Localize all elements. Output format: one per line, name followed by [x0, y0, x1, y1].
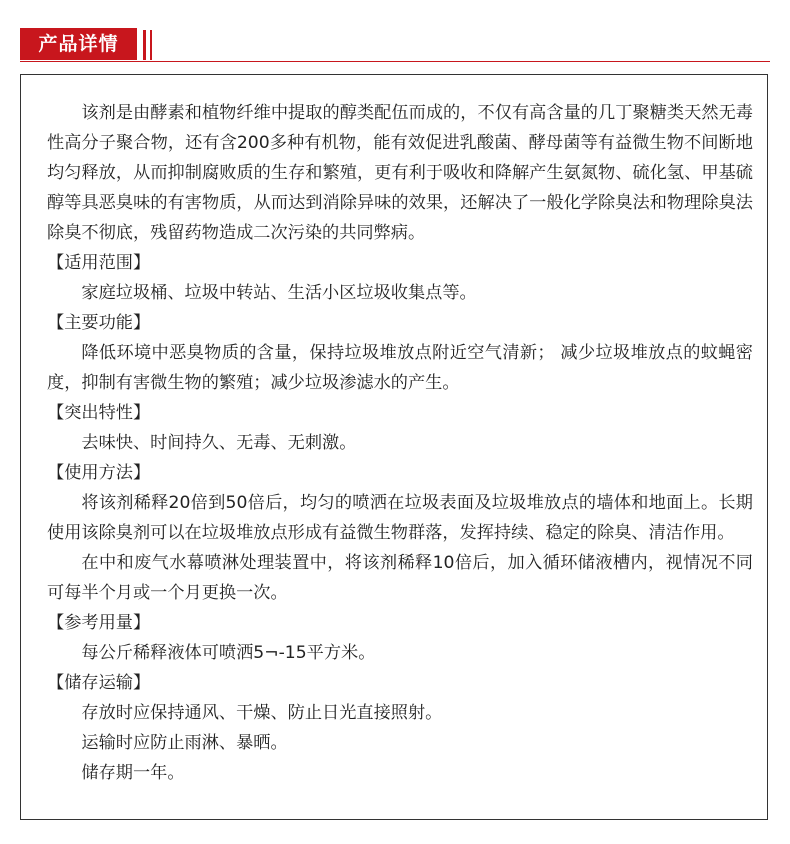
paragraph: 去味快、时间持久、无毒、无刺激。 — [81, 433, 357, 453]
product-description — [47, 98, 753, 788]
paragraph: 每公斤稀释液体可喷洒5¬-15平方米。 — [81, 643, 376, 663]
paragraph: 储存期一年。 — [81, 763, 185, 783]
paragraph: 降低环境中恶臭物质的含量，保持垃圾堆放点附近空气清新； 减少垃圾堆放点的蚊蝇密度，抑制有害微生物的繁殖；减少垃圾渗滤水的产生。 — [47, 343, 753, 393]
section-heading: 【使用方法】 — [47, 463, 151, 483]
header-decor-bar — [143, 30, 146, 60]
header-divider — [20, 61, 770, 62]
section-heading: 【主要功能】 — [47, 313, 151, 333]
section-heading: 【适用范围】 — [47, 253, 151, 273]
section-heading: 【储存运输】 — [47, 673, 151, 693]
section-title: 产品详情 — [20, 28, 137, 60]
paragraph: 在中和废气水幕喷淋处理装置中，将该剂稀释10倍后，加入循环储液槽内，视情况不同可每半个月或一个月更换一次。 — [47, 553, 753, 603]
paragraph: 将该剂稀释20倍到50倍后，均匀的喷洒在垃圾表面及垃圾堆放点的墙体和地面上。长期使用该除臭剂可以在垃圾堆放点形成有益微生物群落，发挥持续、稳定的除臭、清洁作用。 — [47, 493, 753, 543]
product-detail-box — [20, 74, 768, 820]
paragraph: 存放时应保持通风、干燥、防止日光直接照射。 — [81, 703, 443, 723]
header-decor-bar — [150, 30, 152, 60]
section-heading: 【突出特性】 — [47, 403, 151, 423]
section-header — [0, 28, 790, 62]
section-heading: 【参考用量】 — [47, 613, 151, 633]
paragraph: 运输时应防止雨淋、暴晒。 — [81, 733, 288, 753]
paragraph: 家庭垃圾桶、垃圾中转站、生活小区垃圾收集点等。 — [81, 283, 477, 303]
paragraph: 该剂是由酵素和植物纤维中提取的醇类配伍而成的，不仅有高含量的几丁聚糖类天然无毒性高分子聚合物，还有含200多种有机物，能有效促进乳酸菌、酵母菌等有益微生物不间断地均匀释放，从而抑制腐败质的生存和繁殖，更有利于吸收和降解产生氨氮物、硫化氢、甲基硫醇等具恶臭味的有害物质，从而达到消除异味的效果，还解决了一般化学除臭法和物理除臭法除臭不彻底，残留药物造成二次污染的共同弊病。 — [47, 103, 753, 243]
